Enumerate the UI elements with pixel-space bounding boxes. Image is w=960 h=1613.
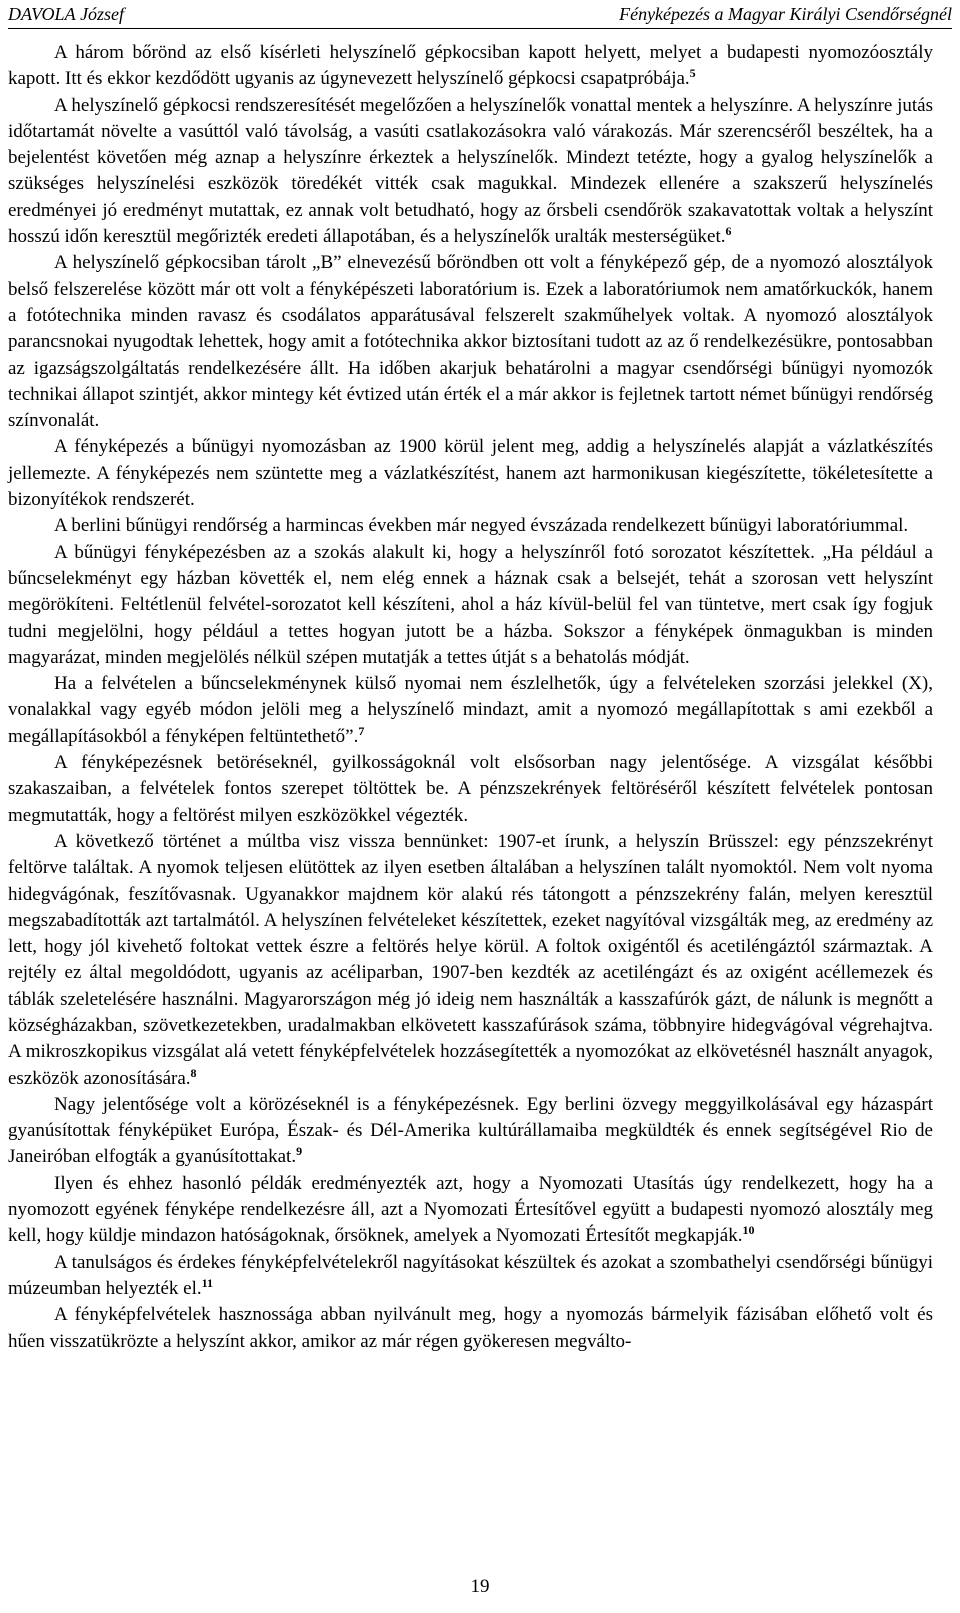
paragraph <box>8 1250 933 1303</box>
paragraph-text: A bűnügyi fényképezésben az a szokás alakult ki, hogy a helyszínről fotó sorozatot készítettek. „Ha például a bűncselekményt egy házban követték el, nem elég ennek a háznak csak a belsejét, tehát a szorosan vett helyszínt megörökíteni. Feltétlenül felvétel-sorozatot kell készíteni, ahol a ház kívül-belül fel van tüntetve, mert csak így fogjuk tudni megjelölni, hogy például a tettes hogyan jutott be a házba. Sokszor a fényképek önmagukban is minden magyarázat, minden megjelölés nélkül szépen mutatják a tettes útját s a behatolás módját. <box>8 541 933 668</box>
paragraph <box>8 434 933 513</box>
paragraph-text: A helyszínelő gépkocsiban tárolt „B” elnevezésű bőröndben ott volt a fényképező gép, de a nyomozó alosztályok belső felszerelése között már ott volt a fényképészeti laboratórium is. Ezek a laboratóriumok nem amatőrkuckók, hanem a fotótechnika minden ravasz és csodálatos apparátusával felszerelt szakműhelyek voltak. A nyomozó alosztályok parancsnokai nyugodtak lehettek, hogy amit a fotótechnika akkor biztosítani tudott az az ő rendelkezésükre, pontosabban az igazságszolgáltatás rendelkezésére állt. Ha időben akarjuk behatárolni a magyar csendőrségi bűnügyi nyomozók technikai állapot szintjét, akkor mintegy két évtized után érték el a már akkor is fejletnek tartott német bűnügyi rendőrség színvonalát. <box>8 252 933 432</box>
footnote-marker: 5 <box>689 66 696 81</box>
body-text <box>8 40 933 1355</box>
header-title: Fényképezés a Magyar Királyi Csendőrségnél <box>619 4 952 24</box>
author-initial: D <box>8 4 21 24</box>
footnote-marker: 11 <box>201 1275 213 1290</box>
paragraph-text: A fényképfelvételek hasznossága abban nyilvánult meg, hogy a nyomozás bármelyik fázisában előhető volt és hűen visszatükrözte a helyszínt akkor, amikor az már régen gyökeresen megválto- <box>8 1304 933 1352</box>
paragraph-text: A következő történet a múltba visz vissza bennünket: 1907-et írunk, a helyszín Brüsszel: egy pénzszekrényt feltörve találtak. A nyomok teljesen elütöttek az ilyen esetben általában a helyszínen talált nyomoktól. Nem volt nyoma hidegvágónak, feszítővasnak. Ugyanakkor majdnem kör alakú rés tátongott a pénzszekrény falán, melyen keresztül megszabadították azt tartalmától. A helyszínen felvételeket készítettek, ezeket nagyítóval vizsgálták meg, az eredmény az lett, hogy jól kivehető foltokat vettek észre a feltörés helye körül. A foltok oxigéntől és acetiléngáztól származtak. A rejtély ez által megoldódott, ugyanis az acéliparban, 1907-ben kezdték az acetiléngázt és az oxigént acéllemezek és táblák szeletelésére használni. Magyarországon még jó ideig nem használták a kasszafúrók gázt, de nálunk is megnőtt a községházakban, szövetkezetekben, uradalmakban elkövetett kasszafúrások száma, többnyire hidegvágóval végrehajtva. A mikroszkopikus vizsgálat alá vetett fényképfelvételek hozzásegítették a nyomozókat az elkövetésnél használt anyagok, eszközök azonosítására. <box>8 830 933 1089</box>
paragraph-text: Ilyen és ehhez hasonló példák eredményezték azt, hogy a Nyomozati Utasítás úgy rendelkezett, hogy ha a nyomozott egyének fényképe rendelkezésre áll, azt a Nyomozati Értesítővel együtt a budapesti nyomozó alosztály meg kell, hogy küldje mindazon hatóságoknak, őrsöknek, amelyek a Nyomozati Értesítőt megkapják. <box>8 1172 933 1247</box>
footnote-marker: 7 <box>358 723 365 738</box>
paragraph <box>8 250 933 434</box>
paragraph <box>8 1171 933 1250</box>
paragraph-text: Ha a felvételen a bűncselekménynek külső nyomai nem észlelhetők, úgy a felvételeken szorzási jelekkel (X), vonalakkal vagy egyéb módon jelöli meg a helyszínelő mindazt, amit a nyomozó megállapítottak s ami ezekből a megállapításokból a fényképen feltüntethető”. <box>8 673 933 747</box>
footnote-marker: 6 <box>725 224 732 239</box>
paragraph <box>8 40 933 93</box>
paragraph <box>8 513 933 539</box>
paragraph-text: A három bőrönd az első kísérleti helyszínelő gépkocsiban kapott helyett, melyet a budapesti nyomozóosztály kapott. Itt és ekkor kezdődött ugyanis az úgynevezett helyszínelő gépkocsi csapatpróbája. <box>8 42 933 90</box>
paragraph <box>8 829 933 1092</box>
footnote-marker: 9 <box>296 1144 303 1159</box>
paragraph-text: A tanulságos és érdekes fényképfelvételekről nagyításokat készültek és azokat a szombathelyi csendőrségi bűnügyi múzeumban helyezték el. <box>8 1251 933 1299</box>
paragraph <box>8 1302 933 1355</box>
paragraph <box>8 750 933 829</box>
paragraph <box>8 93 933 251</box>
paragraph-text: A helyszínelő gépkocsi rendszeresítését megelőzően a helyszínelők vonattal mentek a helyszínre. A helyszínre jutás időtartamát növelte a vasúttól való távolság, a vasúti csatlakozásokra való várakozás. Már szerencséről beszéltek, ha a bejelentést követően még aznap a helyszínre érkeztek a helyszínelők. Mindezt tetézte, hogy a gyalog helyszínelők a szükséges helyszínelési eszközök töredékét vitték csak magukkal. Mindezek ellenére a szakszerű helyszínelés eredményei jó eredményt mutattak, ez annak volt betudható, hogy az őrsbeli csendőrök szakavatottak voltak a helyszínt hosszú időn keresztül megőrizték eredeti állapotában, és a helyszínelők uralták mesterségüket. <box>8 94 933 248</box>
paragraph-text: A berlini bűnügyi rendőrség a harmincas években már negyed évszázada rendelkezett bűnügyi laboratóriummal. <box>54 515 909 537</box>
paragraph-text: Nagy jelentősége volt a körözéseknél is a fényképezésnek. Egy berlini özvegy meggyilkolásával egy házaspárt gyanúsítottak fényképüket Európa, Észak- és Dél-Amerika kultúrállamaiba megküldték és ennek segítségével Rio de Janeiróban elfogták a gyanúsítottakat. <box>8 1093 933 1168</box>
paragraph <box>8 540 933 671</box>
author-given-name: József <box>80 4 125 24</box>
paragraph-text: A fényképezés a bűnügyi nyomozásban az 1900 körül jelent meg, addig a helyszínelés alapját a vázlatkészítés jellemezte. A fényképezés nem szüntette meg a vázlatkészítést, hanem azt harmonikusan kiegészítette, tökéletesítette a bizonyítékok rendszerét. <box>8 436 933 511</box>
paragraph-text: A fényképezésnek betöréseknél, gyilkosságoknál volt elsősorban nagy jelentősége. A vizsgálat későbbi szakaszaiban, a felvételek fontos szerepet töltöttek be. A pénzszekrények feltöréséről készített felvételek pontosan megmutatták, hogy a feltörést milyen eszközökkel végezték. <box>8 752 933 826</box>
paragraph <box>8 1092 933 1171</box>
paragraph <box>8 671 933 750</box>
running-header <box>8 0 952 29</box>
page-number: 19 <box>470 1576 490 1597</box>
footnote-marker: 10 <box>742 1223 755 1238</box>
header-author <box>8 2 124 26</box>
author-surname-rest: AVOLA <box>21 4 76 24</box>
footnote-marker: 8 <box>190 1065 197 1080</box>
